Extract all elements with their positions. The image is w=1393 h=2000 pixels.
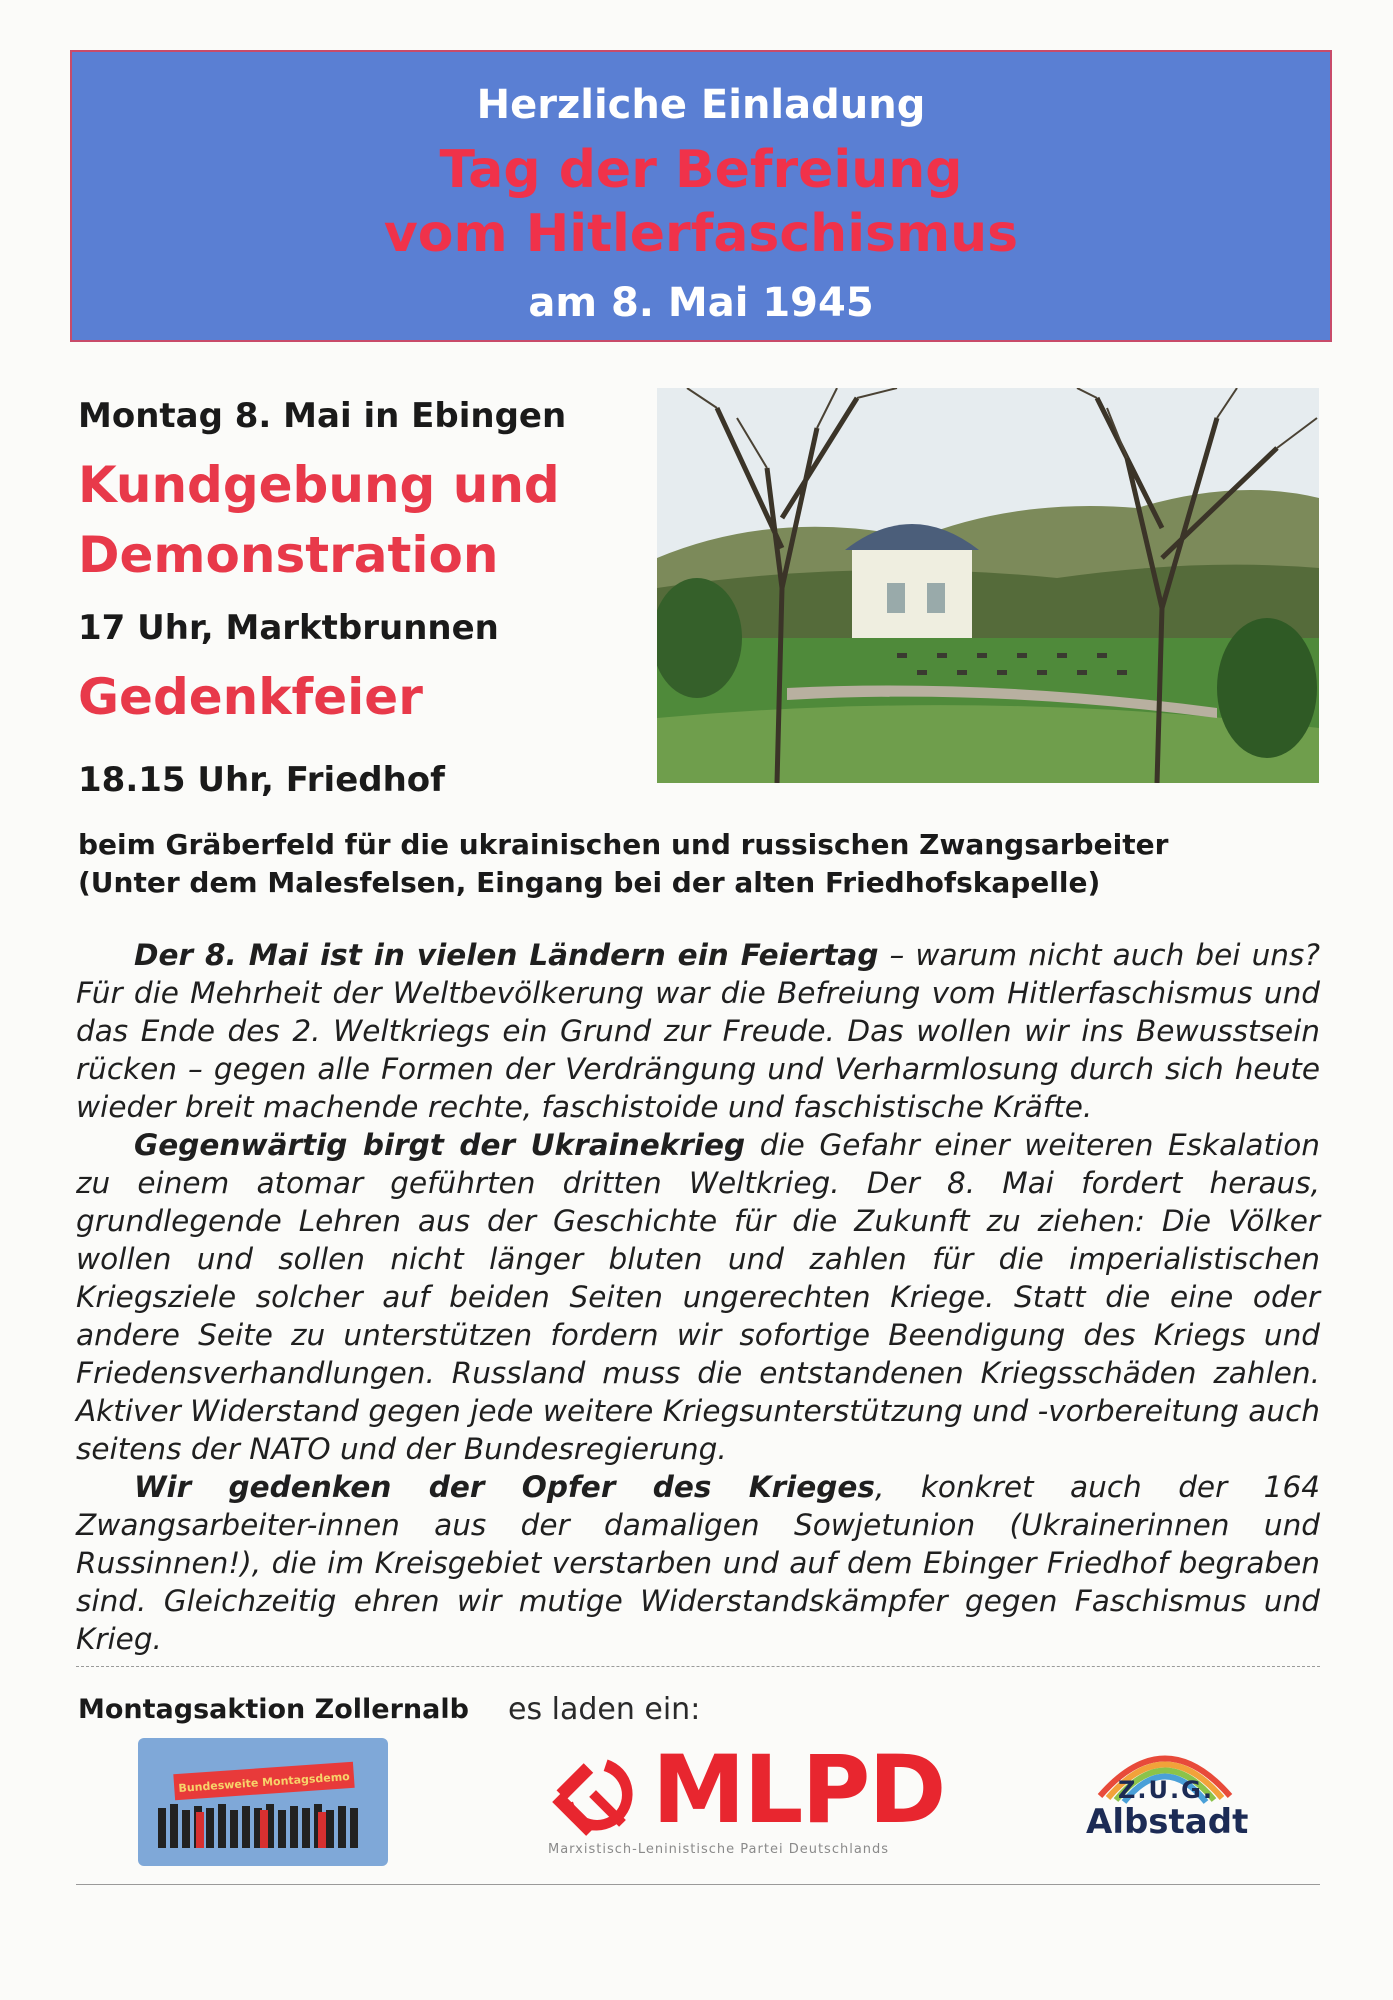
banner-title-line2: vom Hitlerfaschismus xyxy=(383,204,1019,264)
paragraph-2 xyxy=(76,1126,1320,1468)
location-line2: (Unter dem Malesfelsen, Eingang bei der alten Friedhofskapelle) xyxy=(78,866,1101,899)
divider-bottom xyxy=(76,1884,1320,1885)
mlpd-logo xyxy=(548,1736,945,1857)
mlpd-fullname: Marxistisch-Leninistische Partei Deutschlands xyxy=(548,1842,890,1857)
zug-albstadt-logo xyxy=(1070,1726,1260,1876)
divider-top xyxy=(76,1666,1320,1667)
paragraph-3-lead: Wir gedenken der Opfer des Krieges xyxy=(134,1470,875,1504)
memorial-time: 18.15 Uhr, Friedhof xyxy=(78,760,445,800)
header-banner xyxy=(70,50,1332,342)
organizer-name: Montagsaktion Zollernalb xyxy=(78,1694,469,1725)
paragraph-1 xyxy=(76,936,1320,1126)
location-line1: beim Gräberfeld für die ukrainischen und russischen Zwangsarbeiter xyxy=(78,828,1169,861)
paragraph-1-text: – warum nicht auch bei uns? Für die Mehrheit der Weltbevölkerung war die Befreiung vom Hitlerfaschismus und das Ende des 2. Weltkriegs ein Grund zur Freude. Das wollen wir ins Bewusstsein rücken – gegen alle Formen der Verdrängung und Verharmlosung durch sich heute wieder breit machende rechte, faschistoide und faschistische Kräfte. xyxy=(76,938,1320,1124)
mlpd-wordmark: MLPD xyxy=(652,1736,945,1845)
event-date: Montag 8. Mai in Ebingen xyxy=(78,396,567,436)
invite-text: es laden ein: xyxy=(508,1692,701,1727)
zug-city: Albstadt xyxy=(1086,1802,1249,1842)
banner-title-line1: Tag der Befreiung xyxy=(439,140,963,200)
banner-invitation: Herzliche Einladung xyxy=(476,82,926,128)
paragraph-1-lead: Der 8. Mai ist in vielen Ländern ein Feiertag xyxy=(134,938,879,972)
rally-heading-line1: Kundgebung und xyxy=(78,456,560,514)
rally-heading-line2: Demonstration xyxy=(78,526,499,584)
paragraph-2-lead: Gegenwärtig birgt der Ukrainekrieg xyxy=(134,1128,746,1162)
zug-acronym: Z.U.G. xyxy=(1118,1776,1214,1804)
montagsdemo-logo-text: Bundesweite Montagsdemo xyxy=(178,1770,351,1795)
hammer-sickle-icon xyxy=(548,1746,644,1842)
paragraph-3 xyxy=(76,1468,1320,1658)
montagsdemo-logo xyxy=(138,1738,388,1866)
cemetery-photo xyxy=(657,388,1319,783)
body-text xyxy=(76,936,1320,1658)
paragraph-2-text: die Gefahr einer weiteren Eskalation zu einem atomar geführten dritten Weltkrieg. Der 8. Mai fordert heraus, grundlegende Lehren aus der Geschichte für die Zukunft zu ziehen: Die Völker wollen und sollen nicht länger bluten und zahlen für die imperialistischen Kriegsziele solcher auf beiden Seiten ungerechten Kriege. Statt die eine oder andere Seite zu unterstützen fordern wir sofortige Beendigung des Kriegs und Friedensverhandlungen. Russland muss die entstandenen Kriegsschäden zahlen. Aktiver Widerstand gegen jede weitere Kriegsunterstützung und -vorbereitung auch seitens der NATO und der Bundesregierung. xyxy=(76,1128,1320,1466)
paragraph-3-text: , konkret auch der 164 Zwangsarbeiter-innen aus der damaligen Sowjetunion (Ukrainerinnen und Russinnen!), die im Kreisgebiet verstarben und auf dem Ebinger Friedhof begraben sind. Gleichzeitig ehren wir mutige Widerstandskämpfer gegen Faschismus und Krieg. xyxy=(76,1470,1320,1656)
banner-date: am 8. Mai 1945 xyxy=(528,280,874,326)
memorial-heading: Gedenkfeier xyxy=(78,668,423,726)
rally-time: 17 Uhr, Marktbrunnen xyxy=(78,608,499,648)
